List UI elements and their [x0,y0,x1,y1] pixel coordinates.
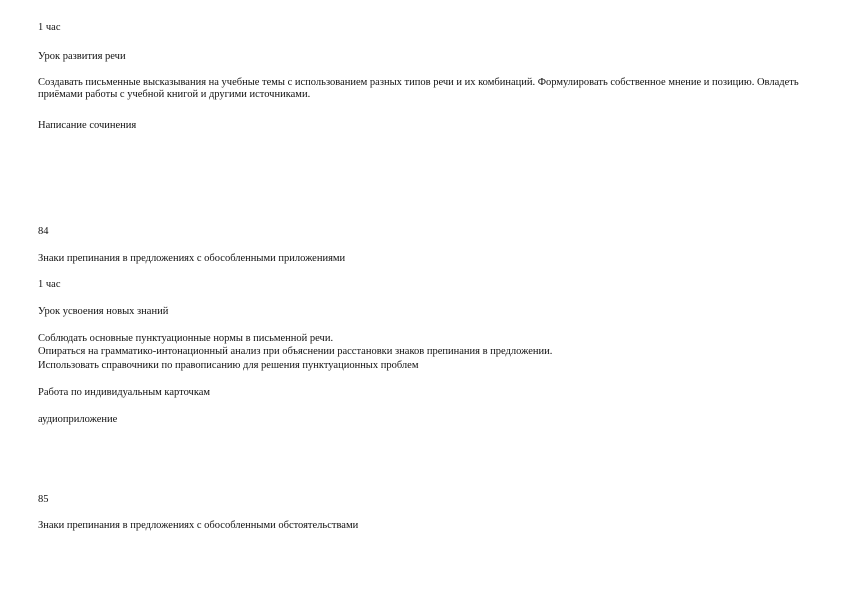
block2-outcome-1: Соблюдать основные пунктуационные нормы в письменной речи. [38,333,334,344]
block1-hours: 1 час [38,22,61,33]
block2-activity: Работа по индивидуальным карточкам [38,387,211,398]
block3-number: 85 [38,494,49,505]
block2-outcome-2: Опираться на грамматико-интонационный анализ при объяснении расстановки знаков препинания в предложении. [38,346,553,357]
block1-activity: Написание сочинения [38,120,137,131]
block2-lesson-type: Урок усвоения новых знаний [38,306,169,317]
block2-number: 84 [38,226,49,237]
block2-outcome-3: Использовать справочники по правописанию для решения пунктуационных проблем [38,360,419,371]
block3-topic: Знаки препинания в предложениях с обособленными обстоятельствами [38,520,359,531]
block1-outcomes: Создавать письменные высказывания на учебные темы с использованием разных типов речи и их комбинаций. Формулировать собственное мнение и позицию. Овладеть приёмами работы с учебной книгой и другими источниками. [38,77,799,100]
block2-resource: аудиоприложение [38,414,118,425]
block2-hours: 1 час [38,279,61,290]
block1-lesson-type: Урок развития речи [38,51,126,62]
block2-topic: Знаки препинания в предложениях с обособленными приложениями [38,253,346,264]
